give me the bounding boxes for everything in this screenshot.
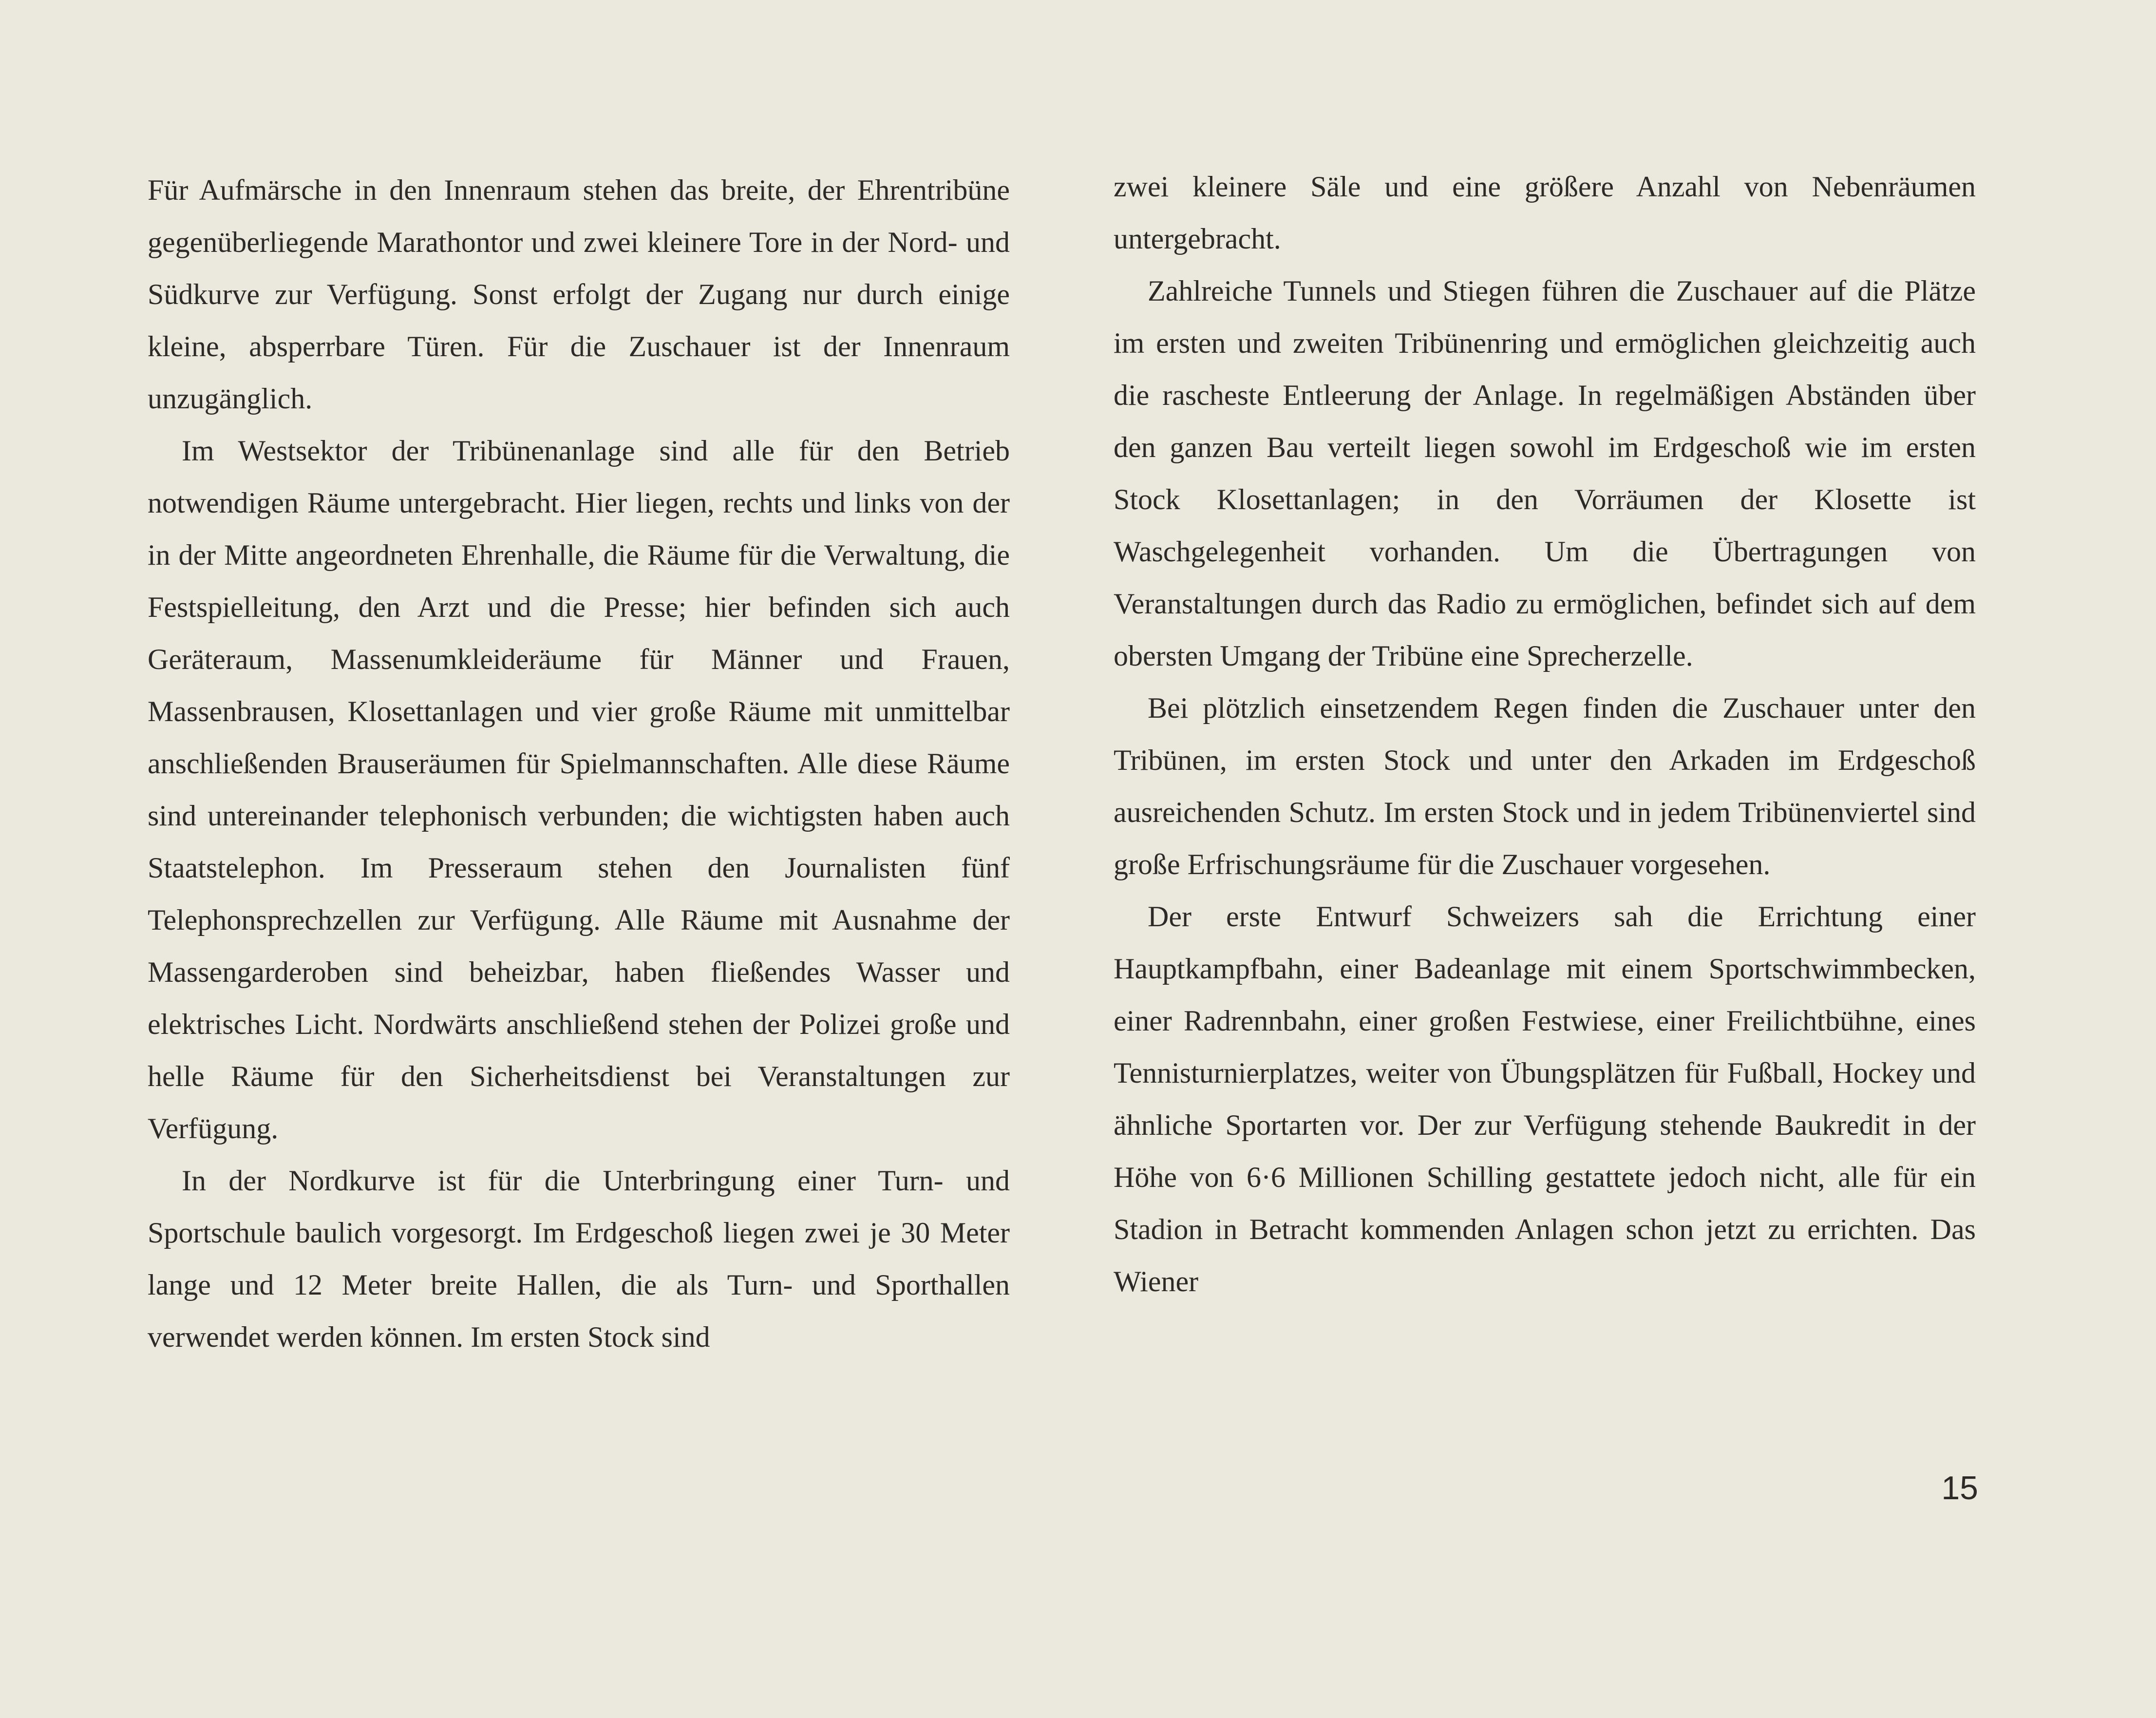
paragraph: In der Nordkurve ist für die Unterbringung einer Turn- und Sportschule baulich vorgesorgt. Im Erdgeschoß liegen zwei je 30 Meter lange und 12 Meter breite Hallen, die als Turn- und Sporthallen verwendet werden können. Im ersten Stock sind [148, 1164, 1010, 1353]
paragraph: Bei plötzlich einsetzendem Regen finden die Zuschauer unter den Tribünen, im ersten Stock und unter den Arkaden im Erdgeschoß ausreichenden Schutz. Im ersten Stock und in jedem Tribünenviertel sind große Erfrischungsräume für die Zuschauer vorgesehen. [1114, 692, 1976, 880]
left-text-column [148, 164, 1010, 1363]
paragraph: Zahlreiche Tunnels und Stiegen führen die Zuschauer auf die Plätze im ersten und zweiten Tribünenring und ermöglichen gleichzeitig auch die rascheste Entleerung der Anlage. In regelmäßigen Abständen über den ganzen Bau verteilt liegen sowohl im Erdgeschoß wie im ersten Stock Klosettanlagen; in den Vorräumen der Klosette ist Waschgelegenheit vorhanden. Um die Übertragungen von Veranstaltungen durch das Radio zu ermöglichen, befindet sich auf dem obersten Umgang der Tribüne eine Sprecherzelle. [1114, 275, 1976, 672]
paragraph: Der erste Entwurf Schweizers sah die Errichtung einer Hauptkampfbahn, einer Badeanlage mit einem Sportschwimmbecken, einer Radrennbahn, einer großen Festwiese, einer Freilichtbühne, eines Tennisturnierplatzes, weiter von Übungsplätzen für Fußball, Hockey und ähnliche Sportarten vor. Der zur Verfügung stehende Baukredit in der Höhe von 6·6 Millionen Schilling gestattete jedoch nicht, alle für ein Stadion in Betracht kommenden Anlagen schon jetzt zu errichten. Das Wiener [1114, 900, 1976, 1298]
page-number: 15 [1941, 1470, 1978, 1507]
paragraph: zwei kleinere Säle und eine größere Anzahl von Nebenräumen untergebracht. [1114, 171, 1976, 255]
right-text-column [1114, 161, 1976, 1308]
paragraph: Für Aufmärsche in den Innenraum stehen das breite, der Ehrentribüne gegenüberliegende Marathontor und zwei kleinere Tore in der Nord- und Südkurve zur Verfügung. Sonst erfolgt der Zugang nur durch einige kleine, absperrbare Türen. Für die Zuschauer ist der Innenraum unzugänglich. [148, 174, 1010, 415]
paragraph: Im Westsektor der Tribünenanlage sind alle für den Betrieb notwendigen Räume untergebracht. Hier liegen, rechts und links von der in der Mitte angeordneten Ehrenhalle, die Räume für die Verwaltung, die Festspielleitung, den Arzt und die Presse; hier befinden sich auch Geräteraum, Massenumkleideräume für Männer und Frauen, Massenbrausen, Klosettanlagen und vier große Räume mit unmittelbar anschließenden Brauseräumen für Spielmannschaften. Alle diese Räume sind untereinander telephonisch verbunden; die wichtigsten haben auch Staatstelephon. Im Presseraum stehen den Journalisten fünf Telephonsprechzellen zur Verfügung. Alle Räume mit Ausnahme der Massengarderoben sind beheizbar, haben fließendes Wasser und elektrisches Licht. Nordwärts anschließend stehen der Polizei große und helle Räume für den Sicherheitsdienst bei Veranstaltungen zur Verfügung. [148, 435, 1010, 1145]
